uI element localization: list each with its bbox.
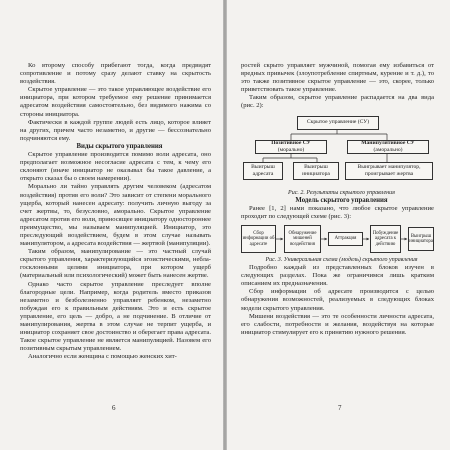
diagram-root-box: Скрытое управление (СУ) (297, 116, 379, 130)
left-page (0, 0, 223, 450)
right-page (227, 0, 450, 450)
model-diagram (241, 223, 434, 255)
paragraph: Ранее [1, 2] нами показано, что любое скрытое управление проходит по следующей схеме (рис. 3): (241, 204, 434, 220)
paragraph: Фактически в каждой группе людей есть лицо, которое влияет на других, причем часто незаметно, и другие — бессознательно подчиняются ему. (20, 118, 211, 142)
paragraph: Таким образом, манипулирование — это частный случай скрытого управления, характеризующийся эгоистическими, неблагоcклонными целями инициатора, при котором ущерб (материальный или психологический) может быть нанесен жертве. (20, 248, 211, 280)
page-number: 6 (112, 404, 116, 412)
paragraph: Скрытое управление производится помимо воли адресата, оно предполагает возможное несогласие адресата с тем, к чему его склоняют (иначе инициатор не оказывал бы такое давление, а открыто сказал бы о своем намерении). (20, 151, 211, 183)
results-diagram (241, 114, 434, 188)
manipulative-control-box: Манипулятивное СУ (аморально) (347, 140, 429, 154)
right-text-column (241, 62, 434, 337)
step-motivation: Побуждение адресата к действию (370, 225, 401, 253)
paragraph: Таким образом, скрытое управление распадается на два вида (рис. 2): (241, 94, 434, 110)
section-heading: Модель скрытого управления (295, 196, 388, 204)
paragraph: Подробно каждый из представленных блоков изучен в следующих разделах. Пока же ограничимся лишь кратким описанием их предназначения. (241, 264, 434, 288)
paragraph: Однако часто скрытое управление преследует вполне благородные цели. Например, когда родитель вместо приказов незаметно и безболезненно управляет ребенком, незаметно побуждая его к правильным действиям. Это и есть скрытое управление, его цель — добро, а не подчинение. В отличие от манипулирования, жертва в этом случае не терпит ущерба, и инициатор сохраняет свое достоинство и оберегает права адресата. Такое скрытое управление не является манипуляцией. Назовем его позитивным скрытым управлением. (20, 280, 211, 353)
step-gain: Выигрыш инициатора (408, 227, 434, 251)
figure-caption: Рис. 2. Результаты скрытого управления (288, 189, 395, 196)
positive-control-box: Позитивное СУ (морально) (255, 140, 327, 154)
section-heading: Виды скрытого управления (76, 142, 163, 150)
step-info-gathering: Сбор информации об адресате (241, 225, 276, 253)
paragraph: Скрытое управление — это такое управляющее воздействие его инициатора, при котором требуемое ему решение принимается адресатом воздействия самостоятельно, без видимого нажима со стороны инициатора. (20, 86, 211, 118)
paragraph: Мишени воздействия — это те особенности личности адресата, его слабости, потребности и желания, воздействуя на которые инициатор стимулирует его к принятию нужного решения. (241, 312, 434, 336)
paragraph: Сбор информации об адресате производится с целью обнаружения возможностей, реализуемых в следующих блоках модели скрытого управления. (241, 288, 434, 312)
paragraph: Морально ли тайно управлять другим человеком (адресатом воздействия) против его воли? Это зависит от степени морального ущерба, который нанесен адресату: получить личную выгоду за счет жертвы, то, безусловно, аморально. Скрытое управление адресатом против его воли, приносящее инициатору одностороннее преимущество, мы называем манипуляцией. Инициатор, это преследующий воздействием, будем в этом случае называть манипулятором, а адресата воздействия — жертвой (манипуляции). (20, 183, 211, 248)
paragraph: Аналогично если женщина с помощью женских хит- (28, 353, 177, 361)
initiator-gain-box: Выигрыш инициатора (293, 162, 339, 180)
page-number: 7 (338, 404, 342, 412)
paragraph: Ко второму способу прибегают тогда, когда предвидят сопротивление и потому сразу делают ставку на скрытость воздействия. (20, 62, 211, 86)
step-targets: Обнаружение мишеней воздействия (284, 225, 321, 253)
step-attraction: Аттракция (328, 232, 363, 246)
manipulator-gain-box: Выигрывает манипулятор, проигрывает жертва (345, 162, 433, 180)
paragraph: ростей скрыто управляет мужчиной, помогая ему избавиться от вредных привычек (злоупотребление спиртным, курение и т. д.), то это также позитивное скрытое управление — это, скорее, только приветствовать такое управление. (241, 62, 434, 94)
left-text-column (20, 62, 211, 361)
figure-caption: Рис. 3. Универсальная схема (модель) скрытого управления (265, 256, 418, 263)
addressee-gain-box: Выигрыш адресата (243, 162, 283, 180)
